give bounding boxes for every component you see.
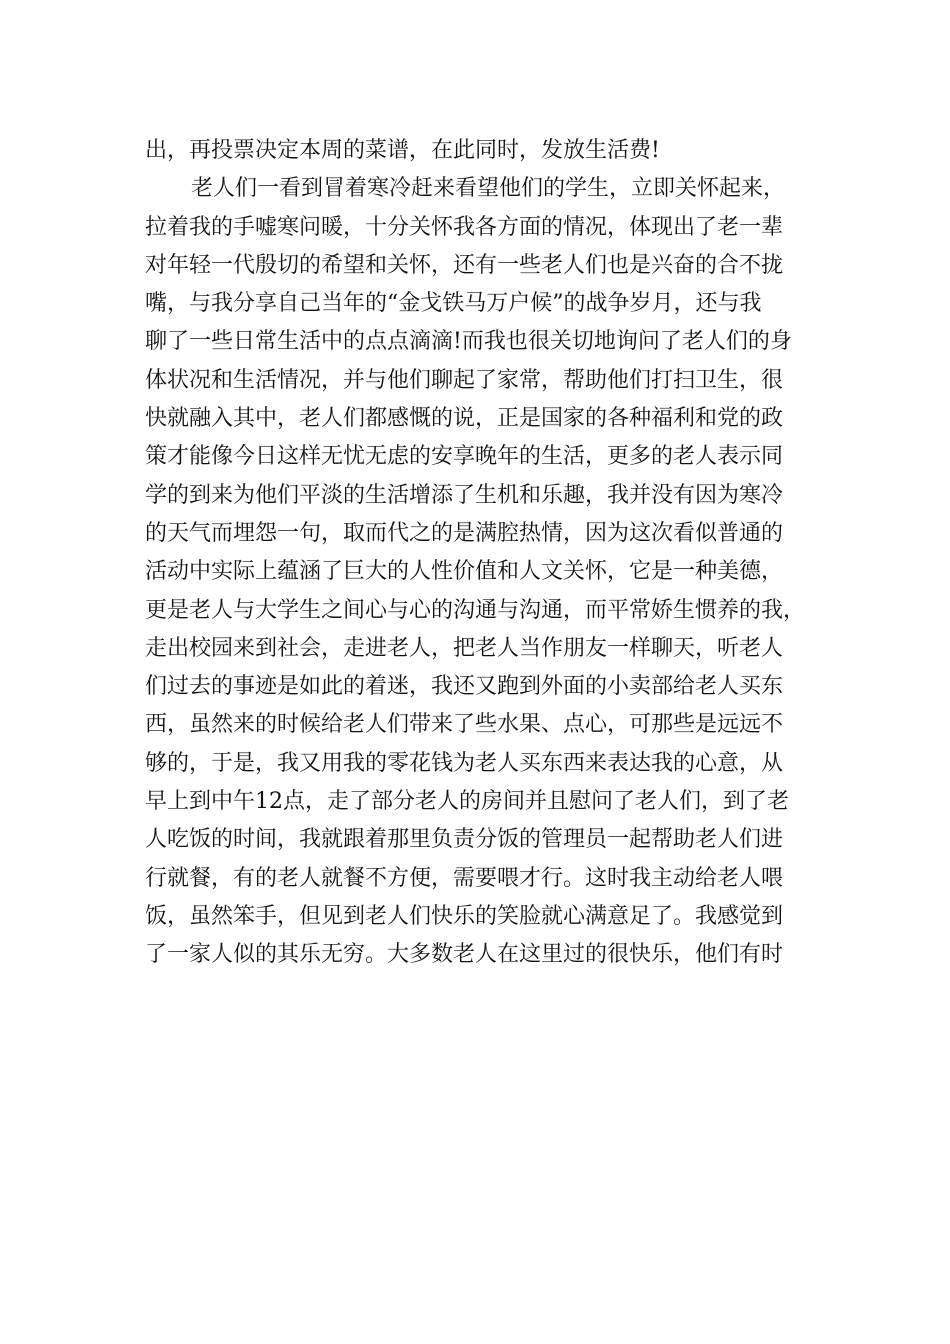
text-line: 走出校园来到社会，走进老人，把老人当作朋友一样聊天，听老人 [145,635,784,661]
text-line: 行就餐，有的老人就餐不方便，需要喂才行。这时我主动给老人喂 [145,865,784,891]
text-line: 出，再投票决定本周的菜谱，在此同时，发放生活费! [145,138,660,163]
text-line: 活动中实际上蕴涵了巨大的人性价值和人文关怀，它是一种美德， [145,559,784,585]
text-line: 们过去的事迹是如此的着迷，我还又跑到外面的小卖部给老人买东 [145,674,784,700]
text-line: 早上到中午12点，走了部分老人的房间并且慰问了老人们，到了老 [145,789,789,815]
text-line: 嘴，与我分享自己当年的“金戈铁马万户候”的战争岁月，还与我 [145,291,762,317]
text-line: 的天气而埋怨一句，取而代之的是满腔热情，因为这次看似普通的 [145,520,784,546]
text-line: 聊了一些日常生活中的点点滴滴!而我也很关切地询问了老人们的身 [145,329,792,355]
text-line: 学的到来为他们平淡的生活增添了生机和乐趣，我并没有因为寒冷 [145,482,784,508]
text-line: 策才能像今日这样无忧无虑的安享晚年的生活，更多的老人表示同 [145,444,784,470]
body-text [145,132,835,975]
text-line: 够的，于是，我又用我的零花钱为老人买东西来表达我的心意，从 [145,750,784,776]
text-line: 饭，虽然笨手，但见到老人们快乐的笑脸就心满意足了。我感觉到 [145,903,784,929]
text-line: 对年轻一代殷切的希望和关怀，还有一些老人们也是兴奋的合不拢 [145,252,784,278]
text-line: 西，虽然来的时候给老人们带来了些水果、点心，可那些是远远不 [145,712,784,738]
paragraph-start-line: 老人们一看到冒着寒冷赶来看望他们的学生，立即关怀起来， [191,176,786,202]
text-line: 更是老人与大学生之间心与心的沟通与沟通，而平常娇生惯养的我， [145,597,806,623]
text-line: 拉着我的手嘘寒问暖，十分关怀我各方面的情况，体现出了老一辈 [145,214,784,240]
text-line: 快就融入其中，老人们都感慨的说，正是国家的各种福利和党的政 [145,406,784,432]
text-line: 体状况和生活情况，并与他们聊起了家常，帮助他们打扫卫生，很 [145,367,784,393]
text-line: 人吃饭的时间，我就跟着那里负责分饭的管理员一起帮助老人们进 [145,827,784,853]
text-line: 了一家人似的其乐无穷。大多数老人在这里过的很快乐，他们有时 [145,942,784,968]
